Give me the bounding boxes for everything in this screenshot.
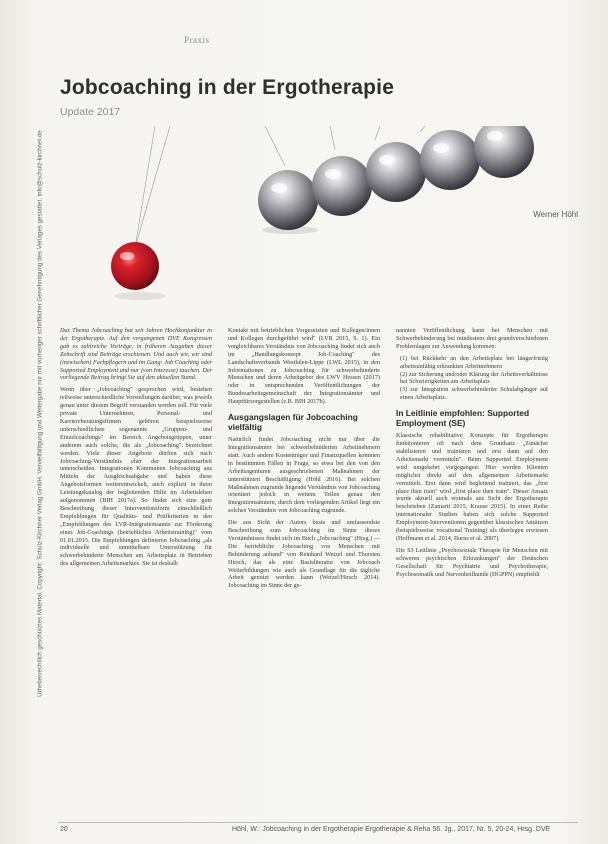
article-subtitle: Update 2017 <box>60 106 121 118</box>
paragraph: Die S3 Leitlinie „Psychosoziale Therapie für Menschen mit schweren psychischen Erkrankungen" der Deutschen Gesellschaft für Psychiatrie und Psychotherapie, Psychosomatik und Nervenheilkunde (DGPPN) empfiehlt <box>396 546 548 578</box>
paragraph: Die aus Sicht der Autors beste und umfassendste Beschreibung zum Jobcoaching im Sinne dieses Verständnisses findet sich im Buch „Jobcoaching" (Hrsg.) — Die betriebliche Jobcoaching von Menschen mit Behinderung anhand" von Reinhard Wetzel und Thorsten Hirsch, das als eine Basisliteratur von Jobcoach Weiterbildungen wie auch als Grundlage für die tägliche Arbeit genutzt werden kann (Wetzel/Hirsch 2014). Jobcoaching im Sinne der ge- <box>228 519 380 590</box>
text-column-3 <box>396 327 548 807</box>
text-column-2 <box>228 327 380 807</box>
copyright-side-note <box>30 40 42 800</box>
article-title: Jobcoaching in der Ergotherapie <box>60 76 395 99</box>
paragraph: nannten Veröffentlichung kann bei Menschen mit Schwerbehinderung bei mindestens drei grundverschiedenen Problemlagen zur Anwendung kommen: <box>396 327 548 350</box>
paragraph: Wenn über „Jobcoaching" gesprochen wird, bestehen teilweise unterschiedliche Vorstellungen darüber, was jeweils genau unter diesem Begriff verstanden werden soll. Für viele private Unternehmen, Personal- und Karriereberatungsfirmen gehören beispielsweise unterschiedlichste sogenannte „Gruppen- und Einzelcoachings" im Bereich Angebotsgruppen, unter anderem auch solche, die als „Jobcoaching" bezeichnet werden. Viele dieser Angebote dürften sich nach Jobcoaching-Verständnis eher der Integrationsarbeit unterscheiden. Integrationen Kommunen Jobcoaching aus Mitteln der Ausgleichsabgabe und haben diese Angebotsformen weiterentwickelt, auch explizit in ihren Leistungskatalog der begleitenden Hilfe im Arbeitsleben aufgenommen (BIH 2017a). So findet sich eine gute Beschreibung dieser Interventionsform einschließlich Empfehlungen für Qualitäts- und Prüfkriterien in den „Empfehlungen des LVR-Integrationsamts zur Förderung eines Job-Coachings (betriebliches Arbeitstraining)" vom 01.01.2015. Die Empfehlungen definieren Jobcoaching „als individuelle und unmittelbare Unterstützung für schwerbehinderte Menschen am Arbeitsplatz in Betrieben des allgemeinen Arbeitsmarktes. Sie ist deshalb <box>60 386 212 568</box>
subheading: In Leitlinie empfohlen: Supported Employment (SE) <box>396 408 530 429</box>
paragraph: Kontakt mit betrieblichen Vorgesetzten und Kollegen/innen und Kollegen durchgeführt wird" (LVR 2015, S. 1). Ein vergleichbares Verständnis von Jobcoaching findet sich auch im „Handlungskonzept Job-Coaching" des Landschaftsverbands Westfalen-Lippe (LWL 2015), in den Informationen zu Jobcoaching für schwerbehinderte Menschen und deren Arbeitgeber des LWV Hessen (2017) oder in entsprechenden Veröffentlichungen der Bundesarbeitsgemeinschaft der Integrationsämter und Hauptfürsorgestellen (z.B. BIH 2017b). <box>228 327 380 406</box>
article-intro: Das Thema Jobcoaching hat seit Jahren Hochkonjunktur in der Ergotherapie. Auf den vergangenen DVE Kongressen gab es zahlreiche Vorträge, in früheren Ausgaben dieser Zeitschrift sind Beiträge erschienen. Und auch wir, wir sind (inzwischen) Fachpflegern und im Gang: Job Coaching oder Supported Employment und nur (von Interesse) tauchen. Der vorliegende Beitrag bringt Sie auf den aktuellen Stand. <box>60 327 212 382</box>
problem-list <box>396 355 548 402</box>
paragraph: Klassische rehabilitative Konzepte für Ergotherapie funktionieren oft nach dem Grundsatz „Zunächst stabilisieren und trainieren und erst dann auf den Arbeitsmarkt vermitteln". Beim Supported Employment wird umgekehrt vorgegangen: Hier werden Klienten möglichst direkt auf den allgemeinen Arbeitsmarkt vermittelt. Erst dann wird begleitend trainiert, das „first place then train" wird „first place then train". Dieser Ansatz wurde aktuell auch erstmals aus Sicht der Ergotherapie beschrieben (Zamarit 2015, Krause 2015). In einer Reihe internationaler Studien haben sich solche Supported Employment-Interventionen gegenüber klassischen Ansätzen (beispielsweise vocational Training) als überlegen erwiesen (Hoffmann et al. 2014, Burns et al. 2007). <box>396 432 548 542</box>
footer-citation: Höhl, W.: Jobcoaching in der Ergotherapie Ergotherapie & Reha 56. Jg., 2017, Nr. 5, 20-24, Hrsg. DVE <box>232 826 551 833</box>
page-number: 20 <box>60 826 68 833</box>
silver-balls <box>258 126 534 230</box>
section-label: Praxis <box>184 35 210 45</box>
author-name: Werner Höhl <box>533 210 578 219</box>
list-item: (2) zur Sicherung und/oder Klärung der Arbeitsverhältnisse bei Schwierigkeiten am Arbeitsplatz <box>400 370 548 386</box>
newtons-cradle-image <box>60 126 580 312</box>
list-item: (3) zur Integration schwerbehinderter Schulabgänger auf einen Arbeitsplatz. <box>400 386 548 402</box>
copyright-text: Urheberrechtlich geschütztes Material. Copyright: Schulz-Kirchner Verlag GmbH. Vervielfältigung und Weitergabe nur mit vorheriger schriftlicher Genehmigung des Verlages gestattet. info@schulz-kirchner.de <box>36 130 44 697</box>
red-ball <box>111 242 159 290</box>
subheading: Ausgangslagen für Jobcoaching vielfältig <box>228 412 358 433</box>
footer-divider <box>58 822 578 823</box>
list-item: (1) bei Rückkehr an den Arbeitsplatz bei längerfristig arbeitsunfähig erkrankten Arbeitnehmern <box>400 354 548 370</box>
paragraph: Natürlich findet Jobcoaching nicht nur über die Integrationsämter bei schwerbehinderten Arbeitnehmern statt. Auch andere Kostenträger und Finanzquellen kommen in bestimmten Fällen in Frage, so etwa bei den von den Arbeitsagenturen ausgeschriebenen Maßnahmen der unterstützten Beschäftigung (Höhl 2016). Bei solchen Maßnahmen zugrunde liegende Verständnis von Jobcoaching orientiert jedoch in weitem Teilen genau den Integrationsämtern, durch dem vorliegenden Artikel liegt ein solches Verständnis von Jobcoaching zugrunde. <box>228 436 380 515</box>
text-column-1 <box>60 327 212 807</box>
